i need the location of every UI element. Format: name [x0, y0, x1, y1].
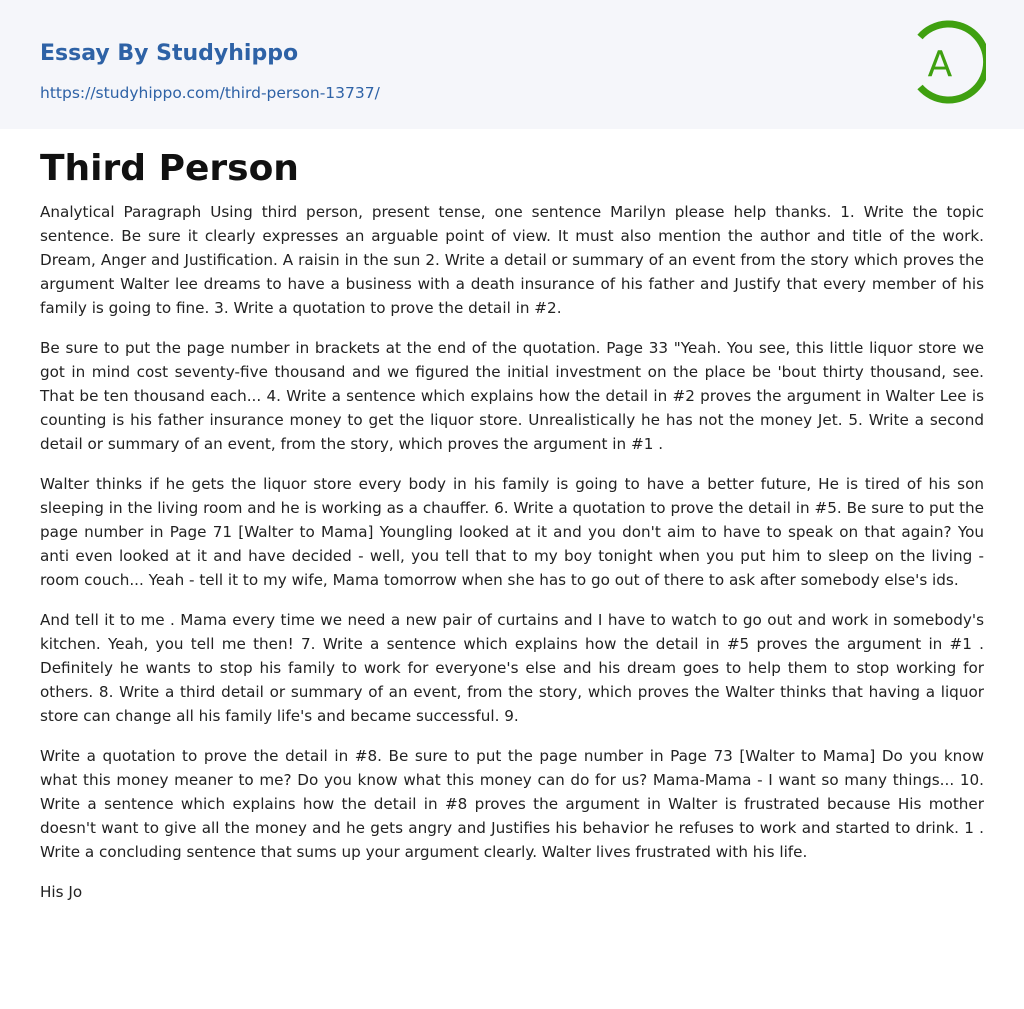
essay-paragraph: Analytical Paragraph Using third person, present tense, one sentence Marilyn please help thanks. 1. Write the topic sentence. Be sure it clearly expresses an arguable point of view. It must also mention the author and title of the work. Dream, Anger and Justification. A raisin in the sun 2. Write a detail or summary of an event from the story which proves the argument Walter lee dreams to have a business with a death insurance of his father and Justify that every member of his family is going to fine. 3. Write a quotation to prove the detail in #2.	[40, 203, 984, 317]
essay-body	[40, 200, 984, 920]
essay-url-link[interactable]: https://studyhippo.com/third-person-13737/	[40, 84, 380, 102]
logo-letter: A	[927, 44, 953, 85]
essay-paragraph: Write a quotation to prove the detail in #8. Be sure to put the page number in Page 73 [Walter to Mama] Do you know what this money meaner to me? Do you know what this money can do for us? Mama-Mama - I want so many things... 10. Write a sentence which explains how the detail in #8 proves the argument in Walter is frustrated because His mother doesn't want to give all the money and he gets angry and Justifies his behavior he refuses to work and started to drink. 1 . Write a concluding sentence that sums up your argument clearly. Walter lives frustrated with his life.	[40, 747, 984, 861]
essay-paragraph: His Jo	[40, 883, 83, 901]
essay-paragraph: And tell it to me . Mama every time we need a new pair of curtains and I have to watch to go out and work in somebody's kitchen. Yeah, you tell me then! 7. Write a sentence which explains how the detail in #5 proves the argument in #1 . Definitely he wants to stop his family to work for everyone's else and his dream goes to help them to stop working for others. 8. Write a third detail or summary of an event, from the story, which proves the Walter thinks that having a liquor store can change all his family life's and became successful. 9.	[40, 611, 984, 725]
studyhippo-logo-icon[interactable]	[912, 19, 986, 105]
essay-paragraph: Be sure to put the page number in brackets at the end of the quotation. Page 33 "Yeah. You see, this little liquor store we got in mind cost seventy-five thousand and we figured the initial investment on the place be 'bout thirty thousand, see. That be ten thousand each... 4. Write a sentence which explains how the detail in #2 proves the argument in Walter Lee is counting is his father insurance money to get the liquor store. Unrealistically he has not the money Jet. 5. Write a second detail or summary of an event, from the story, which proves the argument in #1 .	[40, 339, 984, 453]
page-title: Third Person	[40, 148, 299, 189]
essay-paragraph: Walter thinks if he gets the liquor store every body in his family is going to have a better future, He is tired of his son sleeping in the living room and he is working as a chauffer. 6. Write a quotation to prove the detail in #5. Be sure to put the page number in Page 71 [Walter to Mama] Youngling looked at it and you don't aim to have to speak on that again? You anti even looked at it and have decided - well, you tell that to my boy tonight when you put him to sleep on the living -room couch... Yeah - tell it to my wife, Mama tomorrow when she has to go out of there to ask after somebody else's ids.	[40, 475, 984, 589]
brand-title: Essay By Studyhippo	[40, 41, 299, 66]
